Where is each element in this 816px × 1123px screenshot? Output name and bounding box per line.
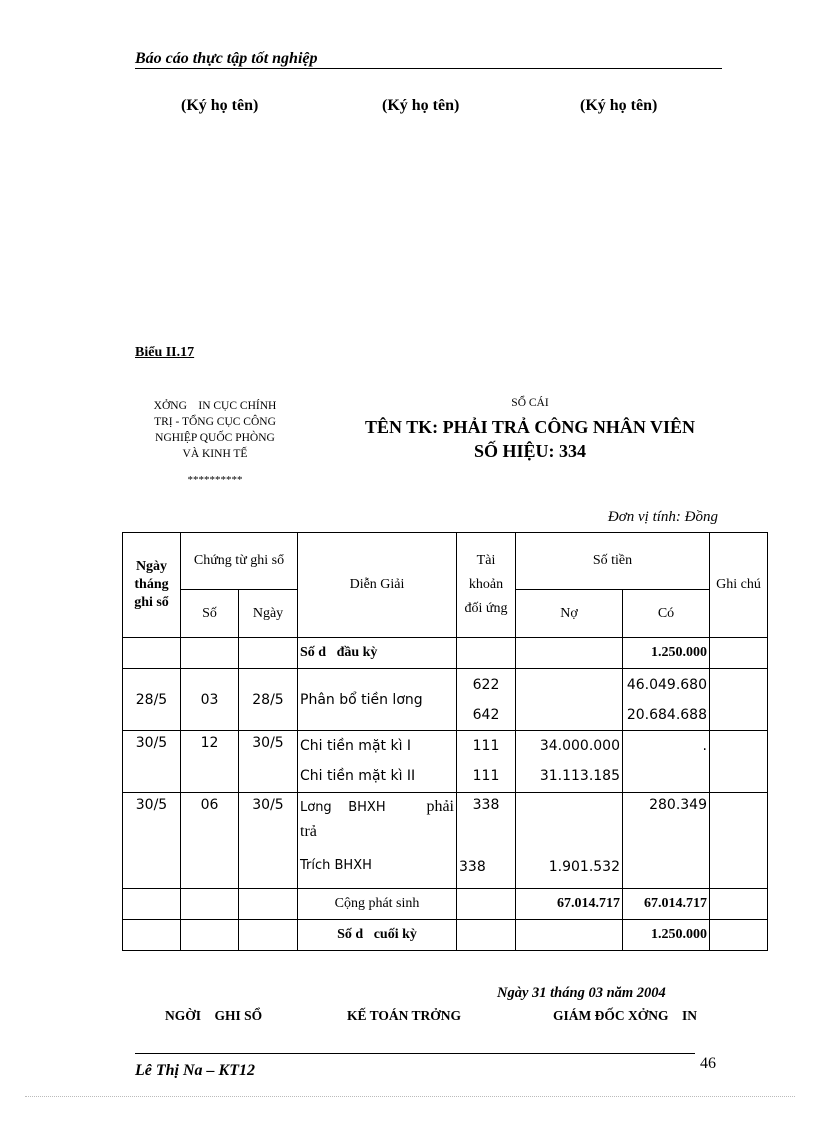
- header-co: Có: [623, 590, 710, 638]
- row-date: 30/5: [123, 793, 181, 889]
- bookkeeper-signature: NGỜI GHI SỔ: [165, 1008, 263, 1023]
- row-description: Chi tiền mặt kì II: [300, 768, 416, 784]
- total-credit: 67.014.717: [623, 889, 710, 920]
- row-description-cont: trả: [300, 823, 317, 840]
- closing-label: Số d cuối kỳ: [298, 920, 457, 951]
- org-line-1: XỞNG IN CỤC CHÍNH: [153, 400, 277, 412]
- footer-divider: [135, 1053, 695, 1054]
- row-account: 111: [472, 738, 500, 754]
- page-number: 46: [700, 1055, 716, 1072]
- director-signature: GIÁM ĐỐC XỞNG IN: [553, 1008, 697, 1023]
- total-label: Cộng phát sinh: [298, 889, 457, 920]
- row-account: 622: [472, 676, 500, 693]
- currency-unit: Đơn vị tính: Đồng: [607, 509, 718, 525]
- row-credit: 46.049.680: [626, 676, 707, 693]
- row-description: Chi tiền mặt kì I: [300, 738, 412, 754]
- row-voucher-date: 28/5: [239, 669, 298, 731]
- ledger-table: [122, 532, 768, 951]
- row-voucher-no: 06: [181, 793, 239, 889]
- report-header-title: Báo cáo thực tập tốt nghiệp: [135, 50, 318, 67]
- header-divider: [135, 68, 722, 69]
- header-no: Nợ: [516, 590, 623, 638]
- signature-label-1: (Ký họ tên): [181, 97, 259, 114]
- signing-date: Ngày 31 tháng 03 năm 2004: [497, 985, 666, 1001]
- organization-name: [122, 398, 308, 462]
- account-number: SỐ HIỆU: 334: [473, 441, 587, 461]
- header-so: Số: [181, 590, 239, 638]
- org-line-3: NGHIỆP QUỐC PHÒNG: [155, 432, 275, 444]
- row-account: 338: [472, 797, 500, 813]
- row-description-cont: phải: [426, 798, 454, 815]
- row-debit: 31.113.185: [539, 768, 620, 784]
- signature-label-3: (Ký họ tên): [580, 97, 658, 114]
- row-description: Lơng BHXH: [300, 800, 386, 815]
- row-credit: .: [702, 738, 707, 754]
- row-account: 642: [472, 706, 500, 723]
- header-chung-tu: Chứng từ ghi sổ: [181, 533, 298, 590]
- ledger-label: SỔ CÁI: [511, 397, 549, 409]
- opening-label: Số d đầu kỳ: [298, 638, 457, 669]
- page-edge-dots: [25, 1096, 795, 1097]
- row-voucher-no: 03: [181, 669, 239, 731]
- table-row: [123, 669, 768, 731]
- header-so-tien: Số tiền: [516, 533, 710, 590]
- table-row: [123, 731, 768, 793]
- row-description: Trích BHXH: [300, 858, 372, 873]
- row-description: Phân bổ tiền lơng: [298, 669, 457, 731]
- row-voucher-date: 30/5: [239, 793, 298, 889]
- form-id: Biểu II.17: [135, 345, 195, 360]
- opening-co: 1.250.000: [623, 638, 710, 669]
- total-row: [123, 889, 768, 920]
- row-credit: 280.349: [623, 793, 710, 889]
- row-debit: 1.901.532: [516, 793, 623, 889]
- total-debit: 67.014.717: [516, 889, 623, 920]
- opening-balance-row: [123, 638, 768, 669]
- row-account: 111: [472, 768, 500, 784]
- header-ngay: Ngày tháng ghi sổ: [123, 533, 181, 638]
- org-line-4: VÀ KINH TẾ: [182, 448, 248, 460]
- org-stars: **********: [187, 474, 243, 486]
- closing-balance-row: [123, 920, 768, 951]
- org-line-2: TRỊ - TỔNG CỤC CÔNG: [154, 416, 276, 428]
- closing-co: 1.250.000: [623, 920, 710, 951]
- table-row: [123, 793, 768, 889]
- row-debit: 34.000.000: [539, 738, 620, 754]
- row-voucher-date: 30/5: [239, 731, 298, 793]
- header-ghi-chu: Ghi chú: [710, 533, 768, 638]
- account-name: TÊN TK: PHẢI TRẢ CÔNG NHÂN VIÊN: [364, 417, 696, 437]
- chief-accountant-signature: KẾ TOÁN TRỞNG: [347, 1008, 462, 1023]
- signature-label-2: (Ký họ tên): [382, 97, 460, 114]
- header-dien-giai: Diễn Giải: [298, 533, 457, 638]
- row-voucher-no: 12: [181, 731, 239, 793]
- header-tai-khoan: Tài khoản đối ứng: [457, 533, 516, 638]
- row-date: 28/5: [123, 669, 181, 731]
- header-ngay-ct: Ngày: [239, 590, 298, 638]
- footer-author: Lê Thị Na – KT12: [135, 1062, 255, 1079]
- row-credit: 20.684.688: [626, 706, 707, 723]
- row-date: 30/5: [123, 731, 181, 793]
- row-account: 338: [459, 859, 486, 875]
